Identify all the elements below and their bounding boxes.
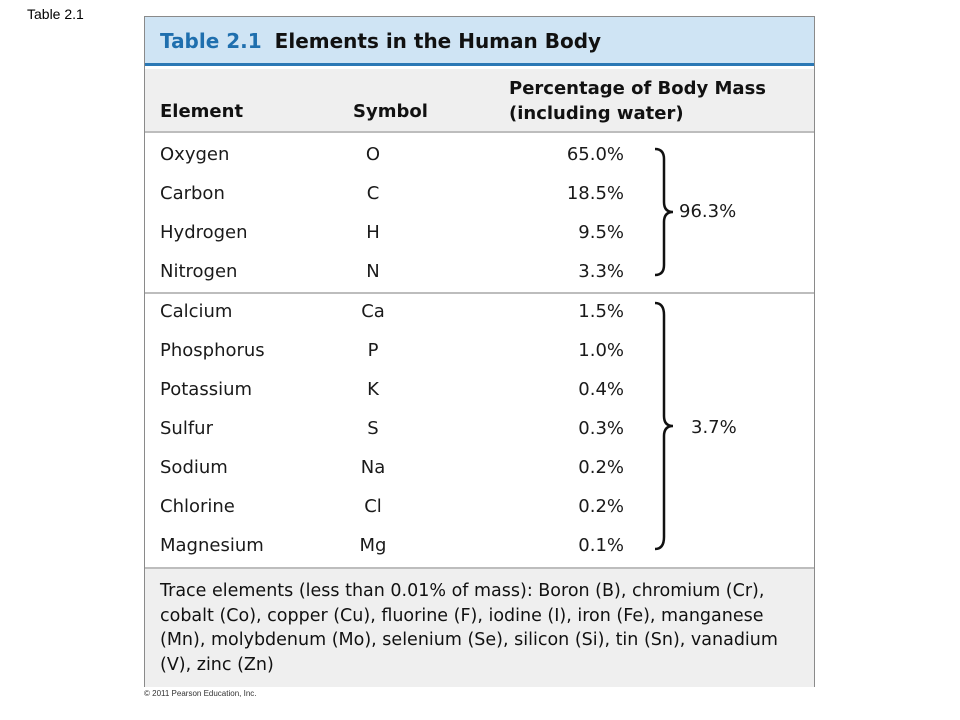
symbol-cell: N [366,261,380,282]
table-title-bar [145,17,814,66]
table-row [145,450,814,489]
element-cell: Chlorine [160,496,235,517]
element-cell: Oxygen [160,144,230,165]
table-row [145,528,814,567]
header-percentage-line2: (including water) [509,103,684,124]
element-cell: Carbon [160,183,225,204]
percentage-cell: 18.5% [566,183,624,204]
table-header-row [145,69,814,133]
minor-elements-total: 3.7% [691,417,737,438]
symbol-cell: C [366,183,380,204]
element-cell: Hydrogen [160,222,248,243]
symbol-cell: H [366,222,380,243]
percentage-cell: 9.5% [578,222,624,243]
percentage-cell: 1.5% [578,301,624,322]
table-row [145,254,814,293]
symbol-cell: K [367,379,379,400]
symbol-cell: P [367,340,379,361]
percentage-cell: 0.2% [578,457,624,478]
symbol-cell: O [365,144,381,165]
table-title [160,29,601,53]
header-symbol: Symbol [353,101,428,122]
header-element: Element [160,101,244,122]
percentage-cell: 0.4% [578,379,624,400]
table-row [145,489,814,528]
element-cell: Sulfur [160,418,213,439]
header-percentage [509,76,766,126]
element-cell: Nitrogen [160,261,238,282]
symbol-cell: Ca [361,301,385,322]
major-elements-total: 96.3% [679,201,737,222]
trace-elements-text: Trace elements (less than 0.01% of mass): Boron (B), chromium (Cr), cobalt (Co), copper (Cu), fluorine (F), iodine (I), iron (Fe), manganese (Mn), molybdenum (Mo), selenium (Se), silicon (Si), tin (Sn), vanadium (V), zinc (Zn) [160,581,778,675]
element-cell: Sodium [160,457,228,478]
brace-icon [653,301,675,551]
symbol-cell: Na [360,457,386,478]
element-cell: Calcium [160,301,233,322]
element-cell: Phosphorus [160,340,265,361]
table-row [145,137,814,176]
percentage-cell: 0.1% [578,535,624,556]
table-title-text: Elements in the Human Body [274,29,602,53]
symbol-cell: Cl [364,496,382,517]
percentage-cell: 1.0% [578,340,624,361]
table-row [145,294,814,333]
percentage-cell: 3.3% [578,261,624,282]
symbol-cell: Mg [359,535,387,556]
slide-label: Table 2.1 [27,6,84,22]
percentage-cell: 0.2% [578,496,624,517]
elements-table [144,16,815,687]
percentage-cell: 0.3% [578,418,624,439]
element-cell: Magnesium [160,535,264,556]
symbol-cell: S [367,418,379,439]
table-row [145,372,814,411]
copyright: © 2011 Pearson Education, Inc. [144,689,257,698]
table-row [145,333,814,372]
element-cell: Potassium [160,379,253,400]
header-percentage-line1: Percentage of Body Mass [509,78,767,99]
percentage-cell: 65.0% [566,144,624,165]
table-number: Table 2.1 [160,29,262,53]
trace-elements-note [145,567,814,687]
brace-icon [653,147,675,277]
